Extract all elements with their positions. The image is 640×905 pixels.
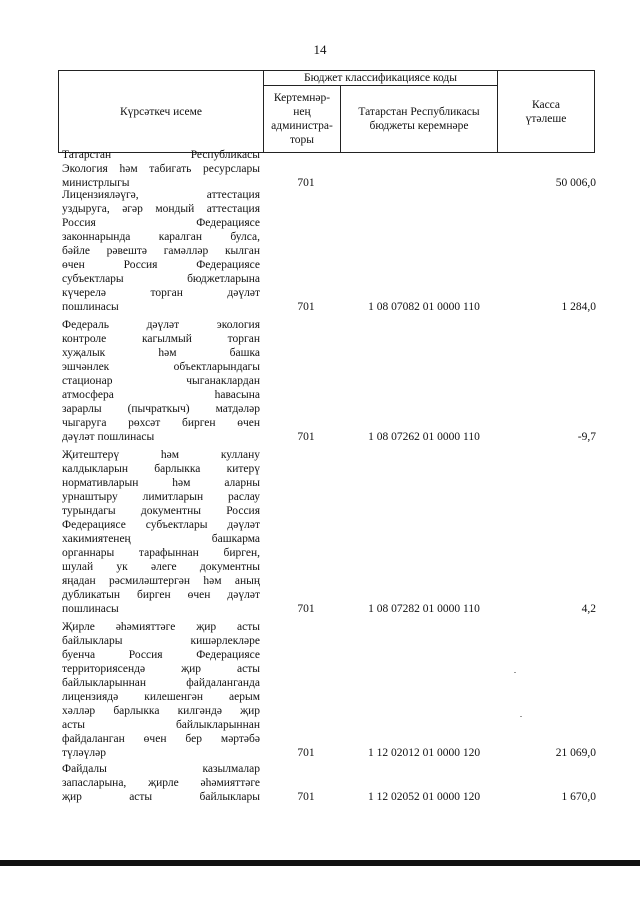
name-line: пошлинасы xyxy=(62,603,119,615)
name-line: Федераль дәүләт экология xyxy=(62,319,260,331)
name-line: чыгаруга рөхсәт бирген өчен xyxy=(62,417,260,429)
name-line: хуҗалык һәм башка xyxy=(62,347,260,359)
name-line: буенча Россия Федерациясе xyxy=(62,649,260,661)
name-line: Файдалы казылмалар xyxy=(62,763,260,775)
name-line: хакимиятенең башкарма xyxy=(62,533,260,545)
table-header xyxy=(58,70,595,153)
cash-amount: 1 284,0 xyxy=(561,301,596,313)
indicator-name xyxy=(62,620,260,760)
name-line: файдаланган өчен бер мәртәбә xyxy=(62,733,260,745)
name-line: өчен Россия Федерациясе xyxy=(62,259,260,271)
admin-code: 701 xyxy=(297,791,315,803)
header-cash-line: Касса xyxy=(531,98,561,111)
name-line: уздыруга, әгәр мондый аттестация xyxy=(62,203,260,215)
header-budget-codes: Бюджет классификациясе коды xyxy=(264,71,498,86)
name-line: пошлинасы xyxy=(62,301,119,313)
name-line: законнарында каралган булса, xyxy=(62,231,260,243)
header-revenue-code xyxy=(341,86,498,153)
indicator-name xyxy=(62,148,260,190)
name-line: калдыкларын барлыкка китерү xyxy=(62,463,260,475)
name-line: нормативларын һәм аларны xyxy=(62,477,260,489)
name-line: субъектлары бюджетларына xyxy=(62,273,260,285)
header-revenue-line: бюджеты керемнәре xyxy=(369,120,469,132)
header-cash-execution xyxy=(498,71,595,153)
name-line: дәүләт пошлинасы xyxy=(62,431,155,443)
name-line: стационар чыганаклардан xyxy=(62,375,260,387)
name-line: территориясендә җир асты xyxy=(62,663,260,675)
scan-edge-bar xyxy=(0,860,640,866)
header-admin-line: нең xyxy=(293,106,311,118)
header-revenue-line: Татарстан Республикасы xyxy=(358,106,480,118)
name-line: байлыкларыннан файдаланганда xyxy=(62,677,260,689)
name-line: түләүләр xyxy=(62,747,106,759)
header-cash-line: үтәлеше xyxy=(525,112,567,125)
cash-amount: 4,2 xyxy=(581,603,596,615)
name-line: хәлләр барлыкка килгәндә җир xyxy=(62,705,260,717)
header-revenue-administrator xyxy=(264,86,341,153)
revenue-code: 1 08 07262 01 0000 110 xyxy=(368,431,480,443)
indicator-name xyxy=(62,318,260,444)
name-line: Җирле әһәмияттәге җир асты xyxy=(62,621,260,633)
name-line: лицензиядә килешенгән аерым xyxy=(62,691,260,703)
page-number: 14 xyxy=(313,42,327,57)
name-line: Федерациясе субъектлары дәүләт xyxy=(62,519,260,531)
header-admin-line: Кертемнәр- xyxy=(273,92,331,104)
name-line: органнары тарафыннан бирген, xyxy=(62,547,260,559)
revenue-code: 1 08 07282 01 0000 110 xyxy=(368,603,480,615)
scan-speck xyxy=(514,672,516,673)
scan-speck xyxy=(520,716,522,717)
cash-amount: -9,7 xyxy=(577,431,596,443)
cash-amount: 50 006,0 xyxy=(555,177,596,189)
admin-code: 701 xyxy=(297,177,315,189)
indicator-name xyxy=(62,448,260,616)
name-line: министрлыгы xyxy=(62,177,130,189)
name-line: күчерелә торган дәүләт xyxy=(62,287,260,299)
indicator-name xyxy=(62,188,260,314)
revenue-code: 1 12 02052 01 0000 120 xyxy=(367,791,481,803)
header-admin-line: администра- xyxy=(271,120,333,132)
name-line: асты байлыкларыннан xyxy=(62,719,260,731)
name-line: турындагы документны Россия xyxy=(62,505,260,517)
name-line: дубликатын бирген өчен дәүләт xyxy=(62,589,260,601)
admin-code: 701 xyxy=(297,431,315,443)
header-indicator-name: Күрсәткеч исеме xyxy=(59,71,264,153)
name-line: Лицензиялəүгә, аттестация xyxy=(62,189,260,201)
name-line: зарарлы (пычраткыч) матдәләр xyxy=(62,403,260,415)
name-line: шулай ук әлеге документны xyxy=(62,561,260,573)
name-line: байлыклары кишәрлекләре xyxy=(62,635,260,647)
revenue-code: 1 08 07082 01 0000 110 xyxy=(368,301,480,313)
name-line: Татарстан Республикасы xyxy=(62,149,260,161)
name-line: запасларына, җирле әһәмияттәге xyxy=(62,777,260,789)
name-line: урнаштыру лимитларын раслау xyxy=(62,491,260,503)
revenue-code: 1 12 02012 01 0000 120 xyxy=(367,747,481,759)
name-line: контроле кагылмый торган xyxy=(62,333,260,345)
cash-amount: 1 670,0 xyxy=(561,791,596,803)
name-line: бәйле рәвештә гамәлләр кылган xyxy=(62,245,260,257)
header-admin-line: торы xyxy=(289,134,315,146)
admin-code: 701 xyxy=(297,301,315,313)
indicator-name xyxy=(62,762,260,804)
name-line: эшчәнлек объектларындагы xyxy=(62,361,260,373)
admin-code: 701 xyxy=(297,603,315,615)
name-line: атмосфера һавасына xyxy=(62,389,260,401)
name-line: Россия Федерациясе xyxy=(62,217,260,229)
name-line: Җитештерү һәм куллану xyxy=(62,449,260,461)
admin-code: 701 xyxy=(297,747,315,759)
name-line: Экология һәм табигать ресурслары xyxy=(62,163,260,175)
cash-amount: 21 069,0 xyxy=(555,747,596,759)
name-line: җир асты байлыклары xyxy=(62,791,260,803)
name-line: яңадан рәсмиләштергән һәм аның xyxy=(62,575,260,587)
